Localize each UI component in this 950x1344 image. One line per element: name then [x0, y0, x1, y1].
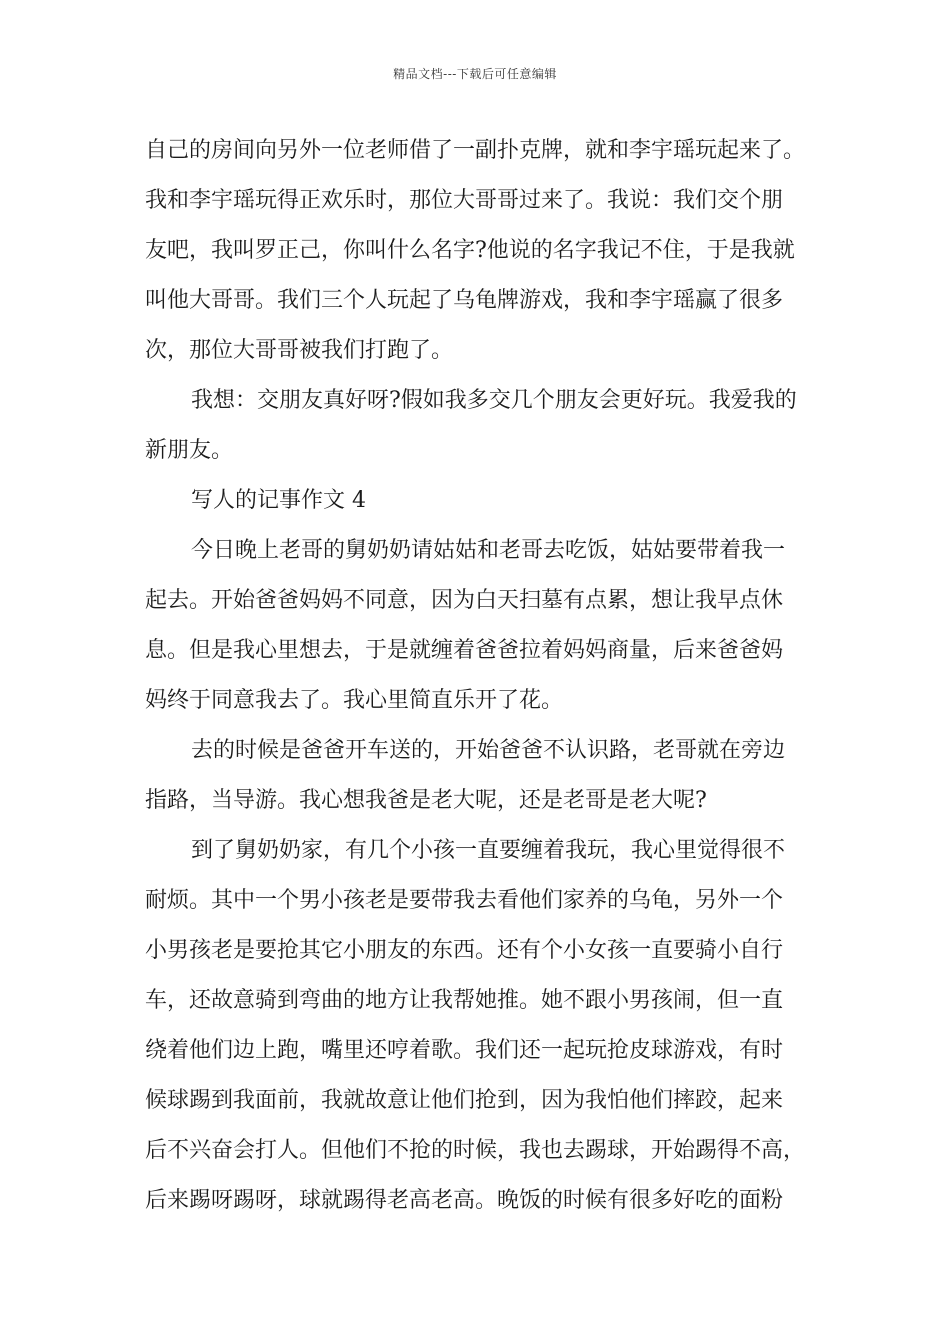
- text-line: 去的时候是爸爸开车送的，开始爸爸不认识路，老哥就在旁边: [191, 738, 786, 763]
- text-line: 后不兴奋会打人。但他们不抢的时候，我也去踢球，开始踢得不高，: [145, 1138, 806, 1163]
- text-line: 叫他大哥哥。我们三个人玩起了乌龟牌游戏，我和李宇瑶赢了很多: [145, 288, 784, 313]
- text-line: 后来踢呀踢呀，球就踢得老高老高。晚饭的时候有很多好吃的面粉: [145, 1188, 784, 1213]
- text-line: 我和李宇瑶玩得正欢乐时，那位大哥哥过来了。我说：我们交个朋: [145, 188, 784, 213]
- text-line: 起去。开始爸爸妈妈不同意，因为白天扫墓有点累，想让我早点休: [145, 588, 784, 613]
- text-line: 息。但是我心里想去，于是就缠着爸爸拉着妈妈商量，后来爸爸妈: [145, 638, 784, 663]
- text-line: 耐烦。其中一个男小孩老是要带我去看他们家养的乌龟，另外一个: [145, 888, 784, 913]
- text-line: 指路，当导游。我心想我爸是老大呢，还是老哥是老大呢?: [145, 788, 707, 813]
- document-body: [145, 126, 835, 1226]
- text-line: 车，还故意骑到弯曲的地方让我帮她推。她不跟小男孩闹，但一直: [145, 988, 784, 1013]
- text-line: 妈终于同意我去了。我心里简直乐开了花。: [145, 688, 564, 713]
- text-line: 友吧，我叫罗正己，你叫什么名字?他说的名字我记不住，于是我就: [145, 238, 795, 263]
- text-line: 绕着他们边上跑，嘴里还哼着歌。我们还一起玩抢皮球游戏，有时: [145, 1038, 784, 1063]
- text-line: 新朋友。: [145, 438, 234, 463]
- text-line: 次，那位大哥哥被我们打跑了。: [145, 338, 454, 363]
- text-line: 自己的房间向另外一位老师借了一副扑克牌，就和李宇瑶玩起来了。: [145, 138, 806, 163]
- section-heading: 写人的记事作文 4: [191, 488, 366, 513]
- text-line: 小男孩老是要抢其它小朋友的东西。还有个小女孩一直要骑小自行: [145, 938, 784, 963]
- text-line: 今日晚上老哥的舅奶奶请姑姑和老哥去吃饭，姑姑要带着我一: [191, 538, 786, 563]
- text-line: 我想：交朋友真好呀?假如我多交几个朋友会更好玩。我爱我的: [191, 388, 797, 413]
- page-header: 精品文档---下载后可任意编辑: [393, 67, 557, 81]
- text-line: 到了舅奶奶家，有几个小孩一直要缠着我玩，我心里觉得很不: [191, 838, 786, 863]
- text-line: 候球踢到我面前，我就故意让他们抢到，因为我怕他们摔跤，起来: [145, 1088, 784, 1113]
